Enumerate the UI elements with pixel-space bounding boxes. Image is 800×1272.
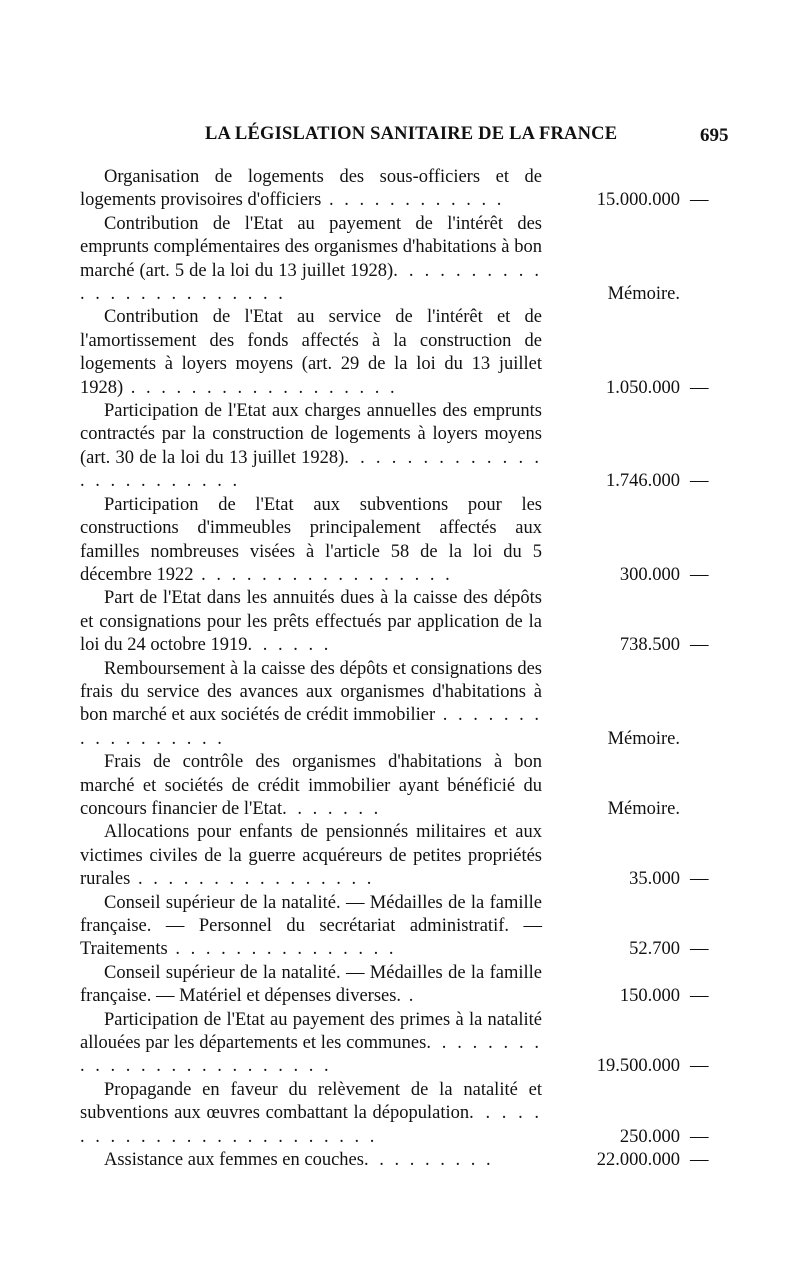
dot-leader: . . . . . . . . . [363, 1150, 494, 1171]
entry-dash: — [690, 377, 709, 398]
entry-text: Organisation de logements des sous-officiers et de logements provisoires d'officiers [80, 167, 542, 211]
entry-amount: 150.000 [619, 986, 680, 1007]
budget-entry [0, 1079, 800, 1149]
running-header [0, 124, 800, 154]
page-header-title: LA LÉGISLATION SANITAIRE DE LA FRANCE [205, 124, 618, 144]
budget-entry [0, 1149, 800, 1172]
dot-leader: . . . . . . . . . . . . . . . . . . . . . . . . [80, 447, 543, 492]
budget-entry [0, 213, 800, 307]
entry-description [80, 494, 542, 588]
entry-dash: — [690, 564, 709, 585]
entry-amount: Mémoire. [607, 798, 680, 819]
entry-description [80, 1149, 542, 1172]
budget-entry [0, 166, 800, 213]
entry-description [80, 213, 542, 307]
entry-dash: — [690, 986, 709, 1007]
dot-leader: . . . . . . . . . . . . . . . . [130, 869, 375, 890]
budget-entry [0, 494, 800, 588]
entry-amount: Mémoire. [607, 728, 680, 749]
dot-leader: . . . . . . . . . . . . . . . [167, 939, 397, 960]
budget-entry [0, 1009, 800, 1079]
entry-dash: — [690, 939, 709, 960]
entry-text: Participation de l'Etat aux charges annuelles des emprunts contractés par la construction de logements à loyers moyens (art. 30 de la loi du 13 juillet 1928) [80, 401, 542, 468]
dot-leader: . . . . . . . . . . . . . . . . . [193, 564, 453, 585]
entry-description [80, 892, 542, 962]
entry-text: Remboursement à la caisse des dépôts et consignations des frais du service des avances aux organismes d'habitations à bon marché et aux sociétés de crédit immobilier [80, 658, 542, 726]
entry-amount: 15.000.000 [596, 190, 680, 211]
entry-text: Contribution de l'Etat au payement de l'intérêt des emprunts complémentaires des organismes d'habitations à bon marché (art. 5 de la loi du 13 juillet 1928) [80, 213, 542, 281]
entry-text: Participation de l'Etat au payement des primes à la natalité allouées par les départements et les communes [80, 1009, 542, 1054]
entry-description [80, 751, 542, 821]
entry-amount: 738.500 [619, 635, 680, 656]
entry-dash: — [690, 635, 709, 656]
budget-entry [0, 751, 800, 821]
entry-description [80, 658, 542, 752]
entry-dash: — [690, 1150, 709, 1171]
entry-text: Participation de l'Etat aux subventions pour les constructions d'immeubles principalement affectés aux familles nombreuses visées à l'article 58 de la loi du 5 décembre 1922 [80, 494, 542, 585]
dot-leader: . . . . . . . . . . . . . . . . . . . . . . . . . [80, 1103, 543, 1147]
entry-description [80, 1079, 542, 1149]
budget-entry [0, 306, 800, 400]
entry-text: Conseil supérieur de la natalité. — Médailles de la famille française. — Matériel et dépenses diverses. [80, 962, 542, 1007]
budget-entries-list [0, 166, 800, 1172]
entry-amount: 52.700 [629, 939, 680, 960]
entry-text: Frais de contrôle des organismes d'habitations à bon marché et sociétés de crédit immobilier ayant bénéficié du concours financier de l'Etat [80, 752, 542, 819]
budget-entry [0, 962, 800, 1009]
page-number: 695 [700, 125, 729, 146]
entry-description [80, 587, 542, 657]
entry-description [80, 306, 542, 400]
entry-dash: — [690, 1126, 709, 1147]
dot-leader: . . . . . . . . . . . . . . . . . . . . . . . . [80, 260, 543, 305]
entry-dash: — [690, 190, 709, 211]
entry-text: Contribution de l'Etat au service de l'intérêt et de l'amortissement des fonds affectés à la construction de logements à loyers moyens (art. 29 de la loi du 13 juillet 1928) [80, 307, 542, 398]
dot-leader: . . . . . . . . . . . . . . . . . . . . . . . . . [80, 1033, 542, 1077]
entry-text: Part de l'Etat dans les annuités dues à la caisse des dépôts et consignations pour les prêts effectués par application de la loi du 24 octobre 1919 [80, 588, 542, 656]
entry-description [80, 166, 542, 213]
dot-leader: . . . . . . . . . . . . . . . . . . [123, 377, 398, 398]
dot-leader: . . . . . . . [282, 798, 382, 819]
entry-dash: — [690, 869, 709, 890]
entry-description [80, 400, 542, 494]
entry-text: Propagande en faveur du relèvement de la natalité et subventions aux œuvres combattant la dépopulation [80, 1079, 542, 1124]
dot-leader: . [401, 986, 417, 1007]
entry-description [80, 1009, 542, 1079]
entry-description [80, 821, 542, 891]
entry-amount: 35.000 [629, 869, 680, 890]
dot-leader: . . . . . . . . . . . . . . . . . [80, 705, 543, 749]
budget-entry [0, 821, 800, 891]
entry-amount: 22.000.000 [596, 1150, 680, 1171]
entry-amount: 250.000 [619, 1126, 680, 1147]
entry-amount: 300.000 [619, 564, 680, 585]
budget-entry [0, 400, 800, 494]
entry-text: Allocations pour enfants de pensionnés militaires et aux victimes civiles de la guerre acquéreurs de petites propriétés rurales [80, 822, 542, 890]
budget-entry [0, 658, 800, 752]
entry-description [80, 962, 542, 1009]
entry-text: Conseil supérieur de la natalité. — Médailles de la famille française. — Personnel du secrétariat administratif. — Traitements [80, 892, 542, 960]
budget-entry [0, 587, 800, 657]
entry-text: Assistance aux femmes en couches [104, 1150, 364, 1171]
entry-dash: — [690, 471, 709, 492]
budget-entry [0, 892, 800, 962]
dot-leader: . . . . . . . . . . . . [321, 190, 505, 211]
dot-leader: . . . . . . [247, 635, 332, 656]
entry-amount: 1.050.000 [606, 377, 680, 398]
entry-amount: 1.746.000 [606, 471, 680, 492]
entry-dash: — [690, 1056, 709, 1077]
entry-amount: Mémoire. [607, 284, 680, 305]
entry-amount: 19.500.000 [596, 1056, 680, 1077]
